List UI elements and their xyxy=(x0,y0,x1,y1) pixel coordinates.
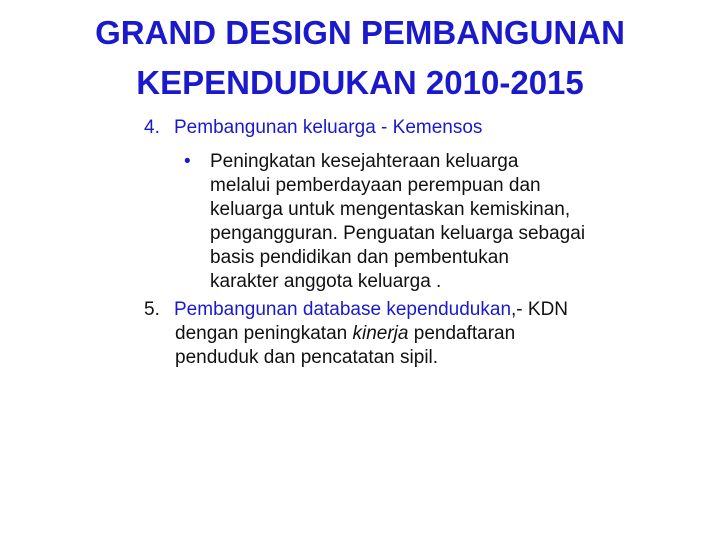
line-2-pre: dengan peningkatan xyxy=(175,323,353,344)
slide-body xyxy=(144,116,644,370)
sub-bullet-line: melalui pemberdayaan perempuan dan xyxy=(210,175,541,196)
sub-bullet-line: Peningkatan kesejahteraan keluarga xyxy=(210,151,519,172)
title-line-1: GRAND DESIGN PEMBANGUNAN xyxy=(95,14,625,51)
list-item-5-line-2 xyxy=(175,322,644,346)
sub-bullet-line: basis pendidikan dan pembentukan xyxy=(210,247,509,268)
bullet-icon: • xyxy=(184,151,191,172)
list-item-5-heading-rest: ,- KDN xyxy=(511,299,569,320)
list-item-5-number: 5. xyxy=(144,299,160,320)
list-item-5-line-3: penduduk dan pencatatan sipil. xyxy=(175,347,439,368)
sub-bullet xyxy=(184,150,640,294)
list-item-4-number: 4. xyxy=(144,117,160,138)
sub-bullet-line: karakter anggota keluarga . xyxy=(210,271,442,292)
line-2-post: pendaftaran xyxy=(408,323,516,344)
list-item-5 xyxy=(144,298,644,370)
list-item-4 xyxy=(144,116,644,140)
title-line-2: KEPENDUDUKAN 2010-2015 xyxy=(136,64,584,101)
list-item-5-head xyxy=(144,298,644,322)
list-item-5-heading: Pembangunan database kependudukan xyxy=(174,299,512,320)
slide-title xyxy=(0,8,720,108)
line-2-italic: kinerja xyxy=(352,323,409,344)
sub-bullet-line: pengangguran. Penguatan keluarga sebagai xyxy=(210,223,586,244)
sub-bullet-line: keluarga untuk mengentaskan kemiskinan, xyxy=(210,199,571,220)
list-item-4-heading: Pembangunan keluarga - Kemensos xyxy=(174,117,483,138)
